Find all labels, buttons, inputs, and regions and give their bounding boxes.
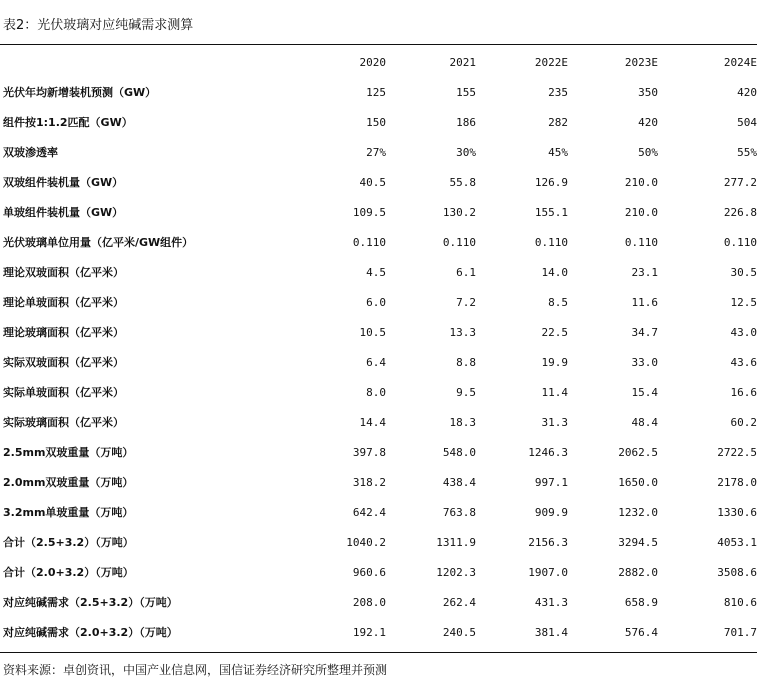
table-cell: 150 — [366, 115, 386, 129]
table-cell: 4.5 — [366, 265, 386, 279]
table-row — [0, 287, 757, 317]
table-cell: 1330.6 — [717, 505, 757, 519]
table-cell: 30.5 — [730, 265, 757, 279]
column-header: 2023E — [624, 55, 658, 69]
table-cell: 0.110 — [442, 235, 476, 249]
row-label: 对应纯碱需求（2.5+3.2）（万吨） — [3, 596, 178, 609]
table-row — [0, 587, 757, 617]
table-cell: 1246.3 — [528, 445, 568, 459]
row-label: 合计（2.0+3.2）（万吨） — [3, 566, 134, 579]
table-cell: 438.4 — [442, 475, 476, 489]
table-cell: 8.8 — [456, 355, 476, 369]
table-cell: 208.0 — [352, 595, 386, 609]
table-cell: 397.8 — [352, 445, 386, 459]
table-cell: 126.9 — [534, 175, 568, 189]
table-cell: 420 — [737, 85, 757, 99]
table-cell: 277.2 — [723, 175, 757, 189]
table-cell: 16.6 — [730, 385, 757, 399]
table-cell: 11.6 — [631, 295, 658, 309]
table-cell: 14.0 — [541, 265, 568, 279]
table-cell: 8.5 — [548, 295, 568, 309]
table-cell: 226.8 — [723, 205, 757, 219]
row-label: 实际玻璃面积（亿平米） — [3, 416, 124, 429]
table-cell: 909.9 — [534, 505, 568, 519]
row-label: 3.2mm单玻重量（万吨） — [3, 506, 134, 519]
row-label: 光伏年均新增装机预测（GW） — [3, 86, 157, 99]
row-label: 双玻渗透率 — [3, 146, 58, 159]
table-cell: 282 — [548, 115, 568, 129]
row-label: 2.5mm双玻重量（万吨） — [3, 446, 134, 459]
table-cell: 34.7 — [631, 325, 658, 339]
table-cell: 155 — [456, 85, 476, 99]
table-cell: 960.6 — [352, 565, 386, 579]
table-cell: 0.110 — [624, 235, 658, 249]
table-row — [0, 137, 757, 167]
table-cell: 0.110 — [352, 235, 386, 249]
table-cell: 318.2 — [352, 475, 386, 489]
table-row — [0, 407, 757, 437]
table-row — [0, 437, 757, 467]
table-cell: 504 — [737, 115, 757, 129]
table-cell: 55% — [737, 145, 757, 159]
table-cell: 701.7 — [723, 625, 757, 639]
table-cell: 9.5 — [456, 385, 476, 399]
table-cell: 50% — [638, 145, 658, 159]
table-cell: 8.0 — [366, 385, 386, 399]
data-table — [0, 47, 757, 647]
table-row — [0, 467, 757, 497]
row-label: 实际单玻面积（亿平米） — [3, 386, 124, 399]
table-cell: 6.4 — [366, 355, 386, 369]
table-cell: 642.4 — [352, 505, 386, 519]
table-cell: 7.2 — [456, 295, 476, 309]
table-cell: 350 — [638, 85, 658, 99]
table-cell: 22.5 — [541, 325, 568, 339]
table-cell: 45% — [548, 145, 568, 159]
table-cell: 997.1 — [534, 475, 568, 489]
table-title: 表2：光伏玻璃对应纯碱需求测算 — [3, 18, 194, 33]
table-cell: 60.2 — [730, 415, 757, 429]
row-label: 合计（2.5+3.2）（万吨） — [3, 536, 134, 549]
table-cell: 6.1 — [456, 265, 476, 279]
table-cell: 1232.0 — [618, 505, 658, 519]
row-label: 理论双玻面积（亿平米） — [3, 266, 124, 279]
row-label: 组件按1:1.2匹配（GW） — [3, 116, 133, 129]
table-row — [0, 497, 757, 527]
table-cell: 1202.3 — [436, 565, 476, 579]
row-label: 双玻组件装机量（GW） — [3, 176, 124, 189]
row-label: 对应纯碱需求（2.0+3.2）（万吨） — [3, 626, 178, 639]
table-cell: 262.4 — [442, 595, 476, 609]
table-cell: 130.2 — [442, 205, 476, 219]
table-cell: 2156.3 — [528, 535, 568, 549]
table-row — [0, 257, 757, 287]
table-row — [0, 77, 757, 107]
column-header: 2021 — [449, 55, 476, 69]
table-cell: 2178.0 — [717, 475, 757, 489]
table-cell: 1650.0 — [618, 475, 658, 489]
table-cell: 210.0 — [624, 175, 658, 189]
column-header: 2020 — [359, 55, 386, 69]
table-cell: 0.110 — [723, 235, 757, 249]
table-cell: 55.8 — [449, 175, 476, 189]
table-cell: 10.5 — [359, 325, 386, 339]
row-label: 光伏玻璃单位用量（亿平米/GW组件） — [3, 236, 194, 249]
table-cell: 4053.1 — [717, 535, 757, 549]
table-cell: 27% — [366, 145, 386, 159]
table-cell: 43.0 — [730, 325, 757, 339]
table-cell: 30% — [456, 145, 476, 159]
table-cell: 109.5 — [352, 205, 386, 219]
table-row — [0, 557, 757, 587]
table-row — [0, 197, 757, 227]
table-cell: 658.9 — [624, 595, 658, 609]
table-cell: 210.0 — [624, 205, 658, 219]
table-cell: 15.4 — [631, 385, 658, 399]
table-cell: 14.4 — [359, 415, 386, 429]
table-row — [0, 377, 757, 407]
table-row — [0, 167, 757, 197]
table-cell: 3508.6 — [717, 565, 757, 579]
table-cell: 48.4 — [631, 415, 658, 429]
table-row — [0, 317, 757, 347]
row-label: 单玻组件装机量（GW） — [3, 206, 124, 219]
header-row — [0, 47, 757, 77]
table-cell: 6.0 — [366, 295, 386, 309]
table-cell: 40.5 — [359, 175, 386, 189]
table-cell: 3294.5 — [618, 535, 658, 549]
table-cell: 33.0 — [631, 355, 658, 369]
top-rule — [0, 44, 757, 45]
table-cell: 548.0 — [442, 445, 476, 459]
table-row — [0, 617, 757, 647]
table-cell: 2882.0 — [618, 565, 658, 579]
table-cell: 19.9 — [541, 355, 568, 369]
table-cell: 125 — [366, 85, 386, 99]
table-cell: 2062.5 — [618, 445, 658, 459]
column-header: 2022E — [534, 55, 568, 69]
table-cell: 763.8 — [442, 505, 476, 519]
row-label: 2.0mm双玻重量（万吨） — [3, 476, 134, 489]
table-cell: 235 — [548, 85, 568, 99]
row-label: 理论玻璃面积（亿平米） — [3, 326, 124, 339]
source-note: 资料来源：卓创资讯，中国产业信息网，国信证券经济研究所整理并预测 — [3, 663, 388, 677]
table-cell: 155.1 — [534, 205, 568, 219]
bottom-rule — [0, 652, 757, 653]
table-cell: 43.6 — [730, 355, 757, 369]
table-cell: 0.110 — [534, 235, 568, 249]
table-cell: 12.5 — [730, 295, 757, 309]
table-cell: 186 — [456, 115, 476, 129]
table-row — [0, 347, 757, 377]
row-label: 理论单玻面积（亿平米） — [3, 296, 124, 309]
table-cell: 18.3 — [449, 415, 476, 429]
table-row — [0, 227, 757, 257]
table-cell: 420 — [638, 115, 658, 129]
table-cell: 1311.9 — [436, 535, 476, 549]
table-cell: 1907.0 — [528, 565, 568, 579]
table-row — [0, 527, 757, 557]
table-cell: 2722.5 — [717, 445, 757, 459]
table-cell: 11.4 — [541, 385, 568, 399]
header-empty — [0, 47, 245, 77]
table-cell: 240.5 — [442, 625, 476, 639]
table-cell: 192.1 — [352, 625, 386, 639]
table-cell: 23.1 — [631, 265, 658, 279]
table-cell: 31.3 — [541, 415, 568, 429]
table-cell: 381.4 — [534, 625, 568, 639]
row-label: 实际双玻面积（亿平米） — [3, 356, 124, 369]
column-header: 2024E — [723, 55, 757, 69]
table-cell: 1040.2 — [346, 535, 386, 549]
table-row — [0, 107, 757, 137]
table-cell: 13.3 — [449, 325, 476, 339]
table-cell: 810.6 — [723, 595, 757, 609]
table-cell: 576.4 — [624, 625, 658, 639]
table-cell: 431.3 — [534, 595, 568, 609]
